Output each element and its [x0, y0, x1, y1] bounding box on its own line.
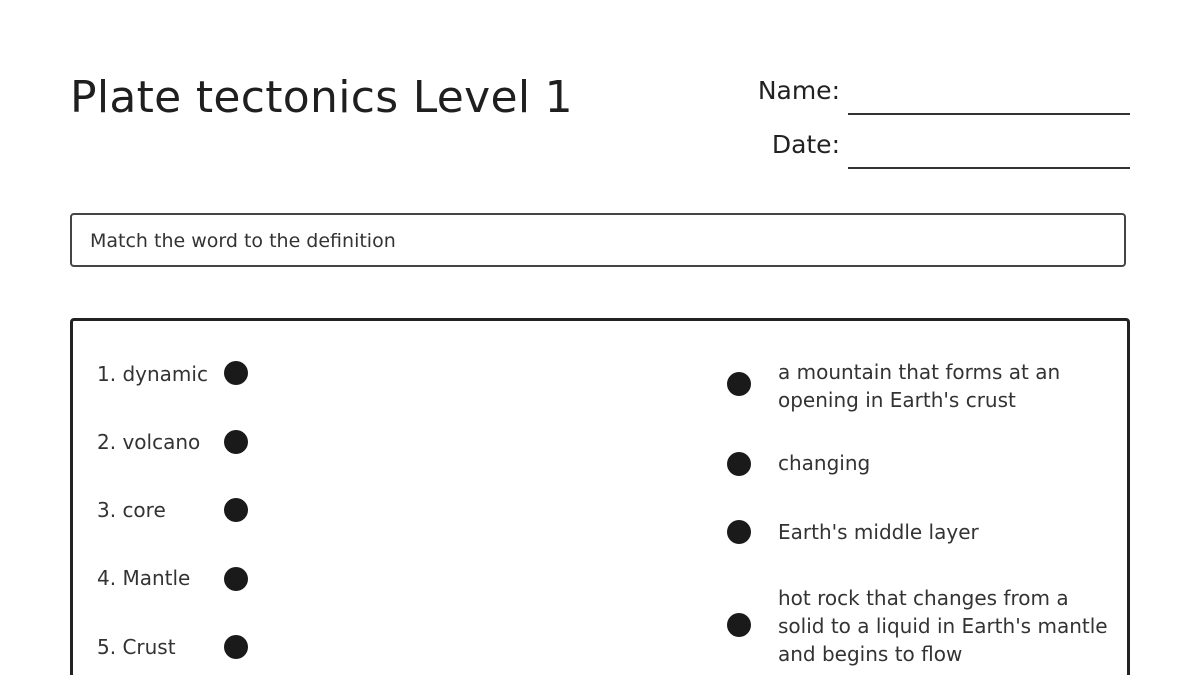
word-item: 3. core: [97, 498, 166, 522]
word-match-dot[interactable]: [224, 498, 248, 522]
definition-match-dot[interactable]: [727, 613, 751, 637]
definition-item: a mountain that forms at an opening in Earth's crust: [778, 360, 1061, 412]
definition-match-dot[interactable]: [727, 520, 751, 544]
word-match-dot[interactable]: [224, 361, 248, 385]
instructions-box: [70, 213, 1126, 267]
definition-item: hot rock that changes from a solid to a liquid in Earth's mantle and begins to flow: [778, 586, 1108, 666]
word-item: 4. Mantle: [97, 566, 191, 590]
name-field: [710, 76, 1130, 116]
word-item: 1. dynamic: [97, 362, 208, 386]
name-line[interactable]: [848, 113, 1130, 115]
definition-item: changing: [778, 451, 871, 475]
worksheet-title: Plate tectonics Level 1: [70, 72, 573, 123]
definition-match-dot[interactable]: [727, 452, 751, 476]
word-match-dot[interactable]: [224, 635, 248, 659]
date-label: Date:: [771, 130, 840, 159]
definition-item: Earth's middle layer: [778, 520, 979, 544]
date-line[interactable]: [848, 167, 1130, 169]
word-match-dot[interactable]: [224, 430, 248, 454]
definition-match-dot[interactable]: [727, 372, 751, 396]
word-item: 2. volcano: [97, 430, 201, 454]
date-field: [710, 130, 1130, 170]
word-item: 5. Crust: [97, 635, 176, 659]
name-label: Name:: [757, 76, 840, 105]
word-match-dot[interactable]: [224, 567, 248, 591]
instructions-text: Match the word to the definition: [90, 230, 396, 252]
